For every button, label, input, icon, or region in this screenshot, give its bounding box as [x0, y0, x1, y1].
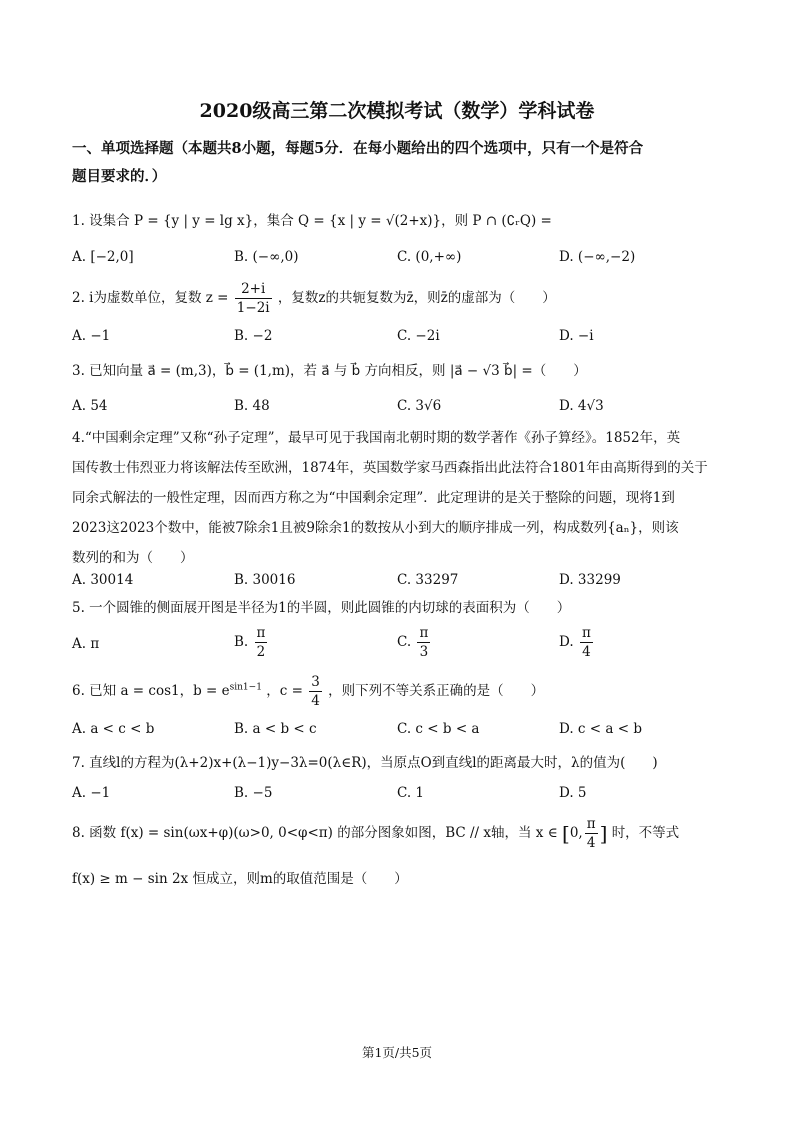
- fraction-numerator: π: [586, 816, 596, 832]
- question-5-option-c: [397, 624, 432, 661]
- question-6-stem-c: ，则下列不等关系正确的是（ ）: [328, 683, 545, 699]
- question-4-line: 4.“中国剩余定理”又称“孙子定理”，最早可见于我国南北朝时期的数学著作《孙子算经》。1852年，英: [72, 430, 681, 446]
- question-4-stem: [72, 423, 724, 573]
- fraction-denominator: 4: [586, 835, 596, 851]
- fraction-numerator: π: [581, 625, 591, 641]
- question-2-option-c: C. −2i: [397, 328, 440, 344]
- question-4-line: 国传教士伟烈亚力将该解法传至欧洲，1874年，英国数学家马西森指出此法符合1801年由高斯得到的关于: [72, 460, 708, 476]
- section-heading: [72, 135, 727, 191]
- question-1-option-b: B. (−∞,0): [234, 249, 299, 265]
- question-5-option-c-fraction: [417, 624, 430, 661]
- question-8-stem-a: 8. 函数 f(x) = sin(ωx+φ)(ω>0, 0<φ<π) 的部分图象如图，BC // x轴，当 x ∈: [72, 825, 558, 841]
- question-2-fraction-numerator: 2+i: [235, 280, 272, 299]
- section-heading-line1: 一、单项选择题（本题共8小题，每题5分．在每小题给出的四个选项中，只有一个是符合: [72, 140, 644, 157]
- question-6-stem-b: ，c =: [266, 683, 303, 699]
- question-4-option-c: C. 33297: [397, 572, 459, 588]
- question-6-option-d: D. c < a < b: [559, 721, 642, 737]
- fraction-denominator: 4: [582, 644, 591, 660]
- question-8-interval-fraction: [585, 815, 598, 852]
- question-6-fraction: [309, 673, 322, 710]
- question-4-option-d: D. 33299: [559, 572, 621, 588]
- question-8-interval-low: 0,: [569, 825, 583, 841]
- question-6-option-a: A. a < c < b: [72, 721, 155, 737]
- question-3-option-a: A. 54: [72, 398, 108, 414]
- question-2-fraction: [235, 280, 272, 317]
- question-7-option-c: C. 1: [397, 785, 425, 801]
- question-2-option-a: A. −1: [72, 328, 111, 344]
- question-5-option-d-label: D.: [559, 634, 574, 650]
- question-7-stem: 7. 直线l的方程为(λ+2)x+(λ−1)y−3λ=0(λ∈R)，当原点O到直线l的距离最大时，λ的值为( ): [72, 755, 658, 771]
- question-7-option-b: B. −5: [234, 785, 273, 801]
- question-6-exponent: sin1−1: [229, 682, 262, 693]
- fraction-denominator: 4: [311, 693, 320, 709]
- question-5-option-b: [234, 624, 269, 661]
- question-2-fraction-denominator: 1−2i: [236, 300, 270, 316]
- question-5-option-a: A. π: [72, 636, 100, 652]
- question-5-stem: 5. 一个圆锥的侧面展开图是半径为1的半圆，则此圆锥的内切球的表面积为（ ）: [72, 600, 571, 616]
- section-heading-line2: 题目要求的．）: [72, 168, 167, 185]
- question-8-line2: f(x) ≥ m − sin 2x 恒成立，则m的取值范围是（ ）: [72, 871, 408, 887]
- exam-title: 2020级高三第二次模拟考试（数学）学科试卷: [199, 100, 595, 122]
- question-5-option-d: [559, 624, 595, 661]
- question-4-line: 数列的和为（ ）: [72, 550, 194, 566]
- question-5-option-b-fraction: [255, 624, 268, 661]
- question-6-stem-a: 6. 已知 a = cos1，b = e: [72, 683, 230, 699]
- question-8-stem-b: 时，不等式: [611, 825, 680, 841]
- question-2-stem-b: ，复数z的共轭复数为z̄，则z̄的虚部为（ ）: [277, 290, 556, 306]
- question-5-option-c-label: C.: [397, 634, 412, 650]
- interval-bracket: ]: [599, 821, 608, 846]
- question-7-option-a: A. −1: [72, 785, 111, 801]
- fraction-denominator: 2: [256, 644, 266, 660]
- question-3-option-d: D. 4√3: [559, 398, 604, 414]
- fraction-numerator: π: [256, 625, 266, 641]
- question-5-option-b-label: B.: [234, 634, 249, 650]
- question-6-stem: [72, 673, 544, 710]
- question-1-option-a: A. [−2,0]: [72, 249, 134, 265]
- question-4-option-b: B. 30016: [234, 572, 296, 588]
- question-6-option-c: C. c < b < a: [397, 721, 480, 737]
- question-2-stem: [72, 280, 556, 317]
- question-3-option-c: C. 3√6: [397, 398, 442, 414]
- question-4-line: 同余式解法的一般性定理，因而西方称之为“中国剩余定理”．此定理讲的是关于整除的问题，现将1到: [72, 490, 675, 506]
- question-2-option-b: B. −2: [234, 328, 273, 344]
- question-1-stem: 1. 设集合 P = {y | y = lg x}，集合 Q = {x | y = √(2+x)}，则 P ∩ (∁ᵣQ) =: [72, 213, 552, 229]
- question-7-option-d: D. 5: [559, 785, 587, 801]
- question-3-stem: 3. 已知向量 a⃗ = (m,3)，b⃗ = (1,m)，若 a⃗ 与 b⃗ 方向相反，则 |a⃗ − √3 b⃗| =（ ）: [72, 363, 587, 379]
- fraction-denominator: 3: [419, 644, 429, 660]
- question-3-option-b: B. 48: [234, 398, 270, 414]
- question-1-option-d: D. (−∞,−2): [559, 249, 636, 265]
- question-4-line: 2023这2023个数中，能被7除余1且被9除余1的数按从小到大的顺序排成一列，构成数列{aₙ}，则该: [72, 520, 679, 536]
- interval-bracket: [: [562, 821, 570, 846]
- question-6-option-b: B. a < b < c: [234, 721, 317, 737]
- question-5-option-d-fraction: [580, 624, 593, 661]
- question-1-option-c: C. (0,+∞): [397, 249, 462, 265]
- question-4-option-a: A. 30014: [72, 572, 134, 588]
- question-2-stem-a: 2. i为虚数单位，复数 z =: [72, 290, 229, 306]
- page-footer: 第1页/共5页: [361, 1045, 433, 1060]
- fraction-numerator: π: [419, 625, 429, 641]
- fraction-numerator: 3: [311, 674, 320, 690]
- question-8-stem: [72, 815, 679, 852]
- question-2-option-d: D. −i: [559, 328, 594, 344]
